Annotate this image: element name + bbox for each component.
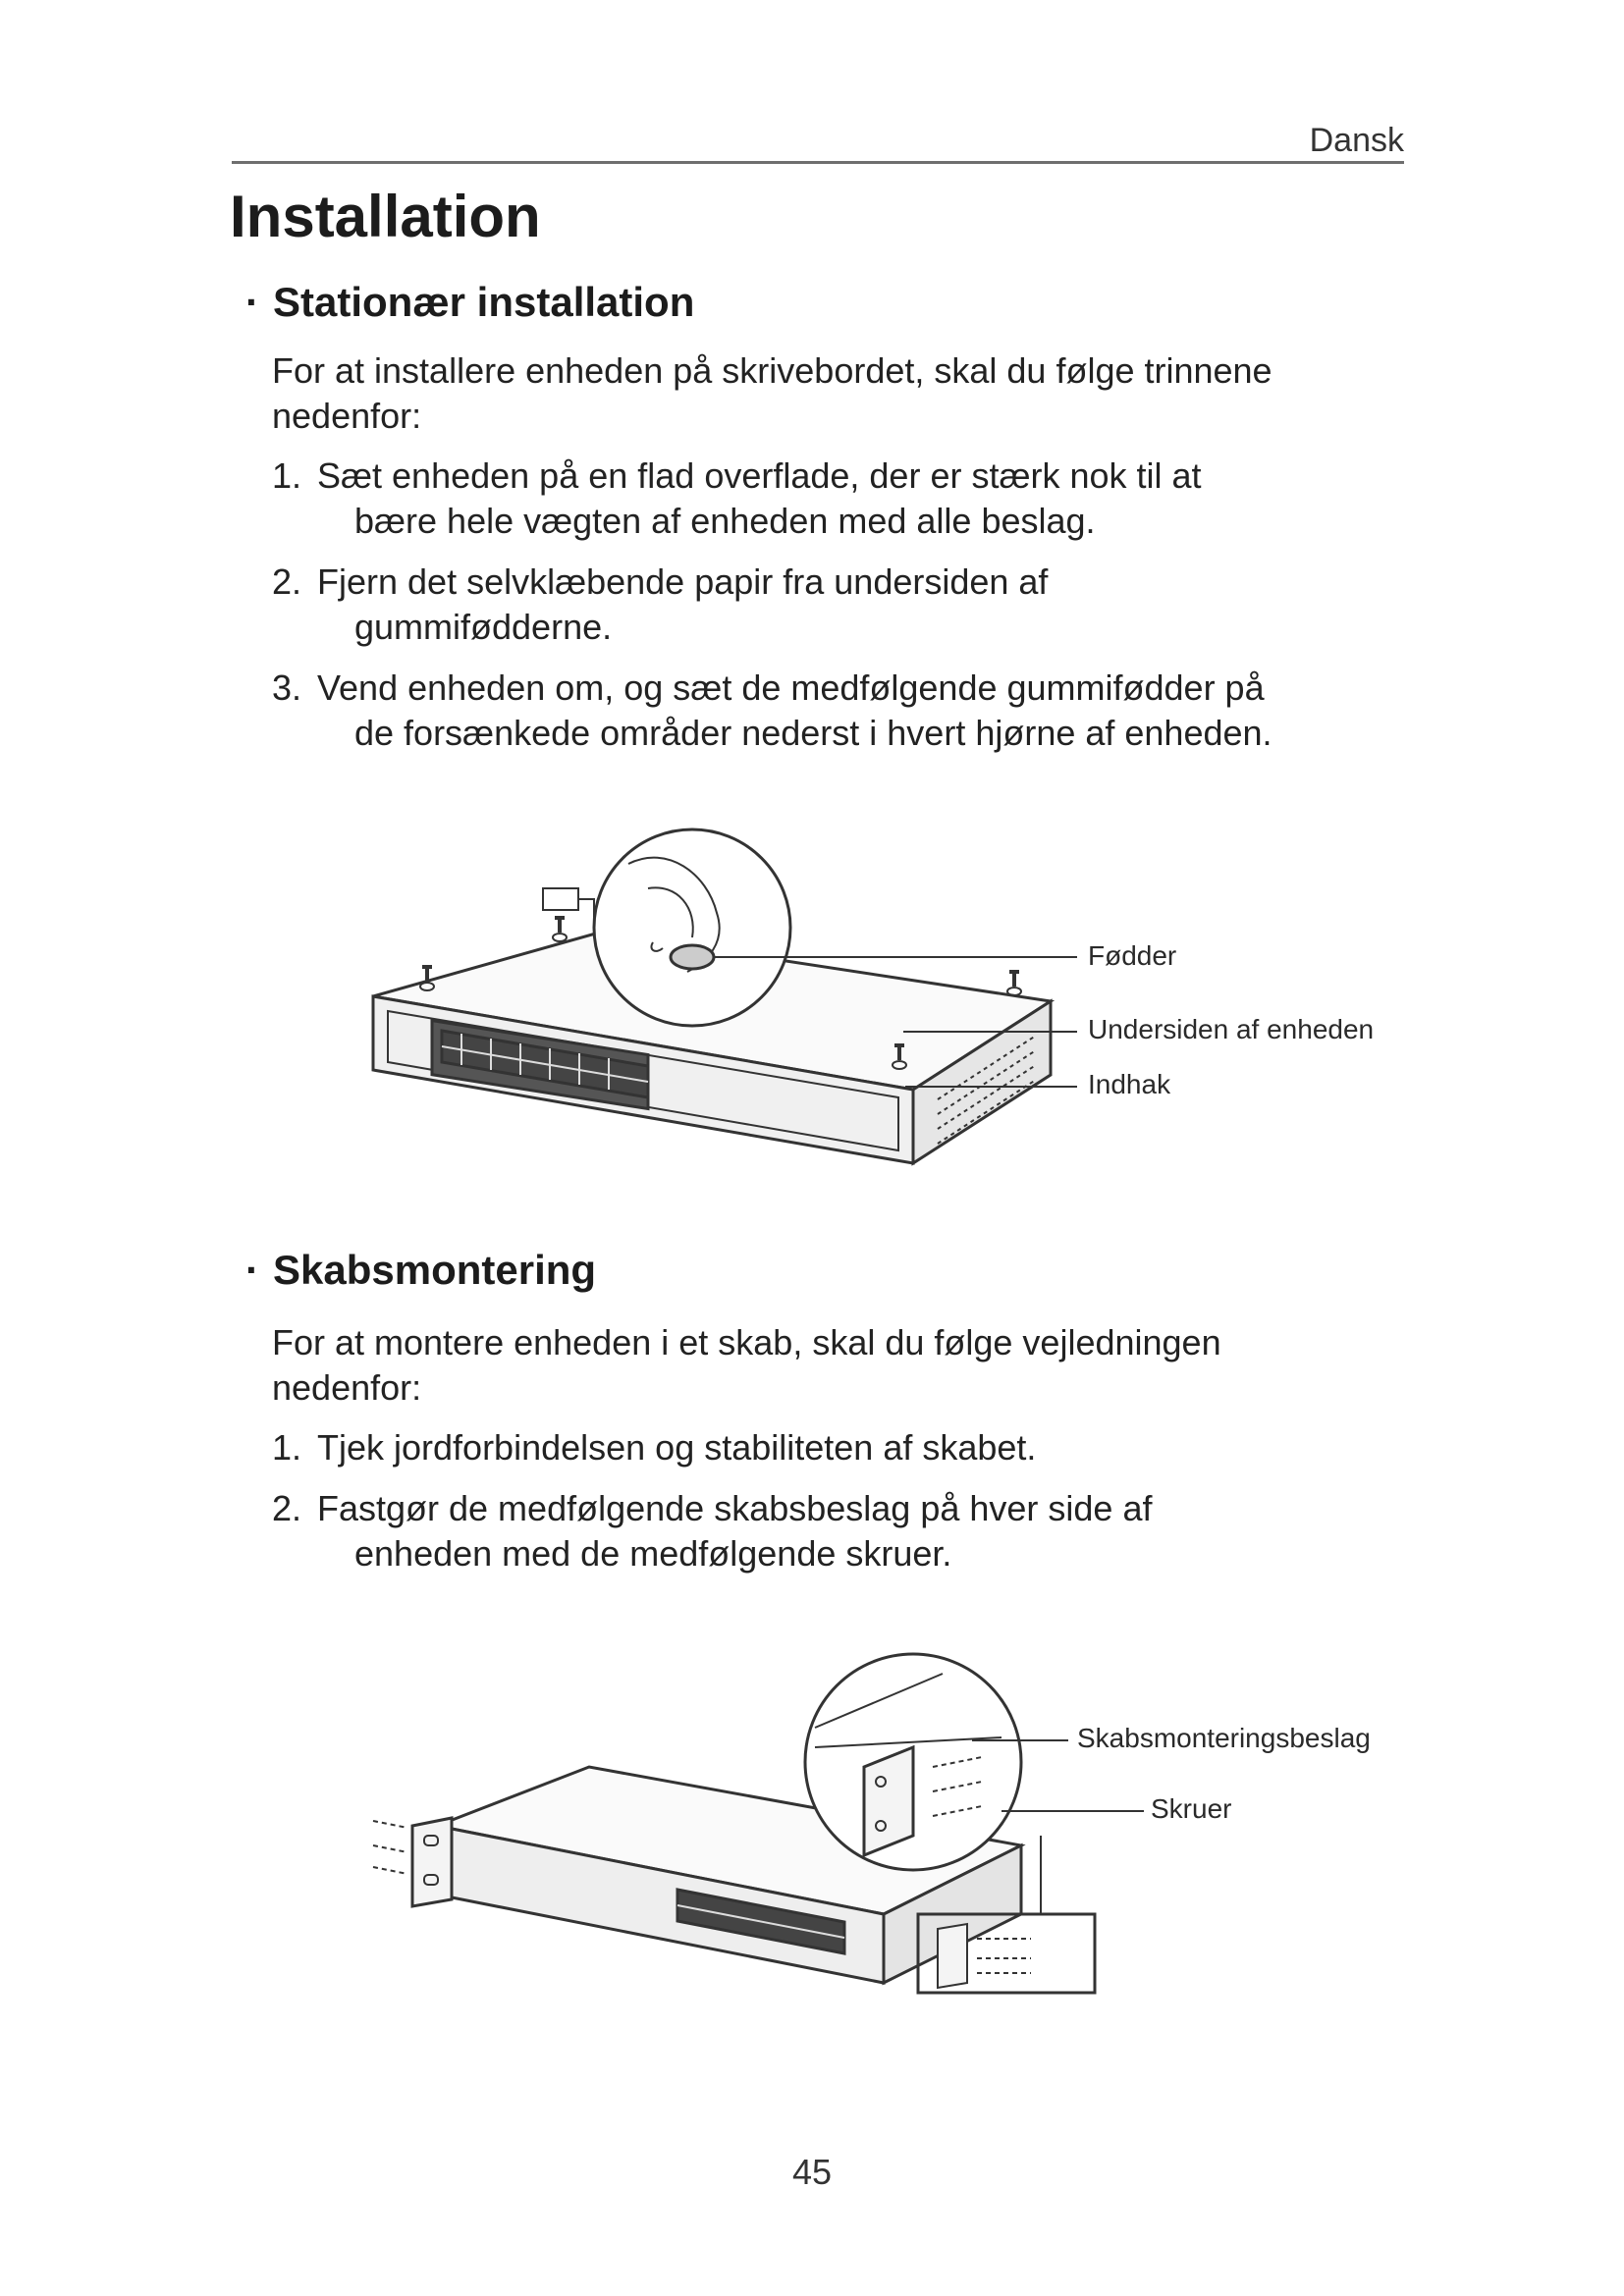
step-text-line1: Vend enheden om, og sæt de medfølgende gummifødder på [317, 667, 1265, 708]
step-text-line1: Sæt enheden på en flad overflade, der er stærk nok til at [317, 455, 1202, 496]
step-number: 2. [272, 561, 302, 602]
rack-intro-line2: nedenfor: [272, 1367, 422, 1408]
bullet-dot: · [245, 279, 259, 325]
step-text-line2: gummifødderne. [354, 607, 613, 647]
page-title: Installation [230, 184, 541, 249]
step-number: 2. [272, 1488, 302, 1528]
step-text-line1: Fastgør de medfølgende skabsbeslag på hver side af [317, 1488, 1153, 1528]
desktop-intro-line1: For at installere enheden på skrivebordet, skal du følge trinnene [272, 350, 1272, 391]
step-text-line1: Fjern det selvklæbende papir fra undersiden af [317, 561, 1049, 602]
rack-step-1 [272, 1425, 1372, 1470]
page-number: 45 [791, 2152, 833, 2192]
callout-feet: Fødder [1088, 940, 1177, 971]
step-number: 1. [272, 1427, 302, 1468]
callout-notch: Indhak [1088, 1069, 1171, 1099]
step-number: 1. [272, 455, 302, 496]
callout-rack-bracket: Skabsmonteringsbeslag [1077, 1723, 1371, 1753]
rack-intro-line1: For at montere enheden i et skab, skal du følge vejledningen [272, 1322, 1221, 1362]
desktop-heading-text: Stationær installation [273, 279, 695, 325]
language-label: Dansk [1309, 122, 1404, 159]
desktop-intro-line2: nedenfor: [272, 396, 422, 436]
step-text-line2: enheden med de medfølgende skruer. [354, 1533, 952, 1574]
bullet-dot: · [245, 1247, 259, 1293]
rack-section-heading [245, 1247, 596, 1294]
rack-step-2 [272, 1486, 1372, 1576]
rack-heading-text: Skabsmontering [273, 1247, 597, 1293]
step-text-line2: de forsænkede områder nederst i hvert hjørne af enheden. [354, 713, 1272, 753]
rack-intro [272, 1320, 1372, 1411]
step-number: 3. [272, 667, 302, 708]
step-text-line2: bære hele vægten af enheden med alle beslag. [354, 501, 1096, 541]
callout-screws: Skruer [1151, 1793, 1232, 1824]
step-text-line1: Tjek jordforbindelsen og stabiliteten af skabet. [317, 1427, 1037, 1468]
magnified-foot-inset [594, 829, 790, 1026]
callout-underside: Undersiden af enheden [1088, 1014, 1375, 1044]
